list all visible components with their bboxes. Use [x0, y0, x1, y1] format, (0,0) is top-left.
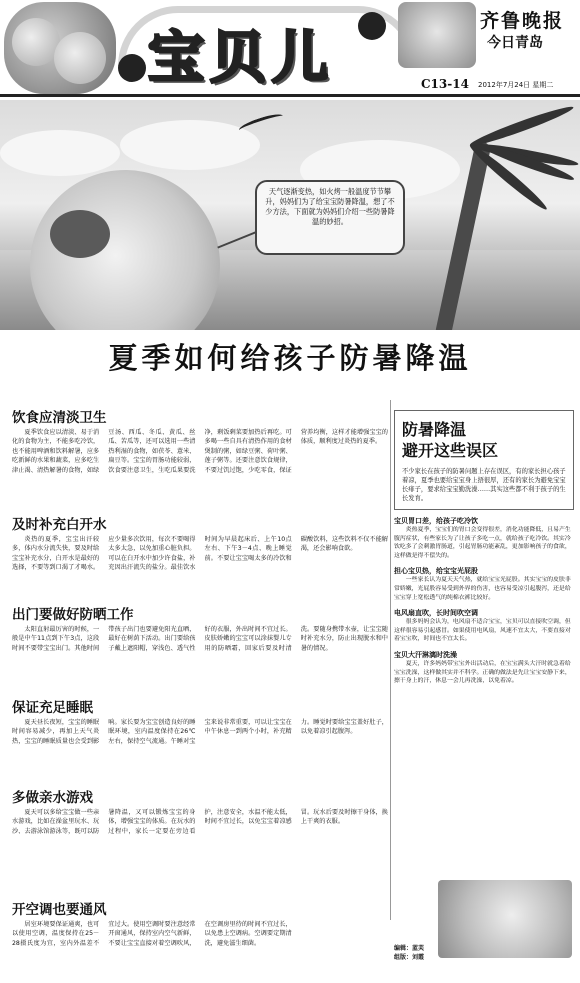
sidebar-item-heading: 担心宝贝热，给宝宝光屁股: [394, 567, 478, 576]
masthead-baby-photo-right: [398, 2, 476, 68]
page-number: C13-14: [421, 77, 469, 91]
section-heading-water-games: 多做亲水游戏: [12, 790, 93, 806]
newspaper-name: 齐鲁晚报: [480, 10, 565, 32]
masthead: [0, 0, 580, 98]
section-title: 宝贝儿: [148, 26, 334, 91]
section-heading-sleep: 保证充足睡眠: [12, 700, 93, 716]
section-heading-diet: 饮食应清淡卫生: [12, 410, 107, 426]
sidebar-item-heading: 宝贝大汗淋漓时洗澡: [394, 650, 457, 659]
credits: [394, 944, 438, 962]
intro-speech-bubble: 天气逐渐变热，如火烤一般温度节节攀升，妈妈们为了给宝宝防暑降温，想了不少方法，下面就为妈妈们介绍一些防暑降温的妙招。: [255, 180, 405, 255]
editor-credit: 编辑：蓝芙: [394, 945, 425, 952]
flower-decoration: [50, 210, 110, 258]
section-text-water: 炎热的夏季，宝宝出汗较多，体内水分流失快，要及时给宝宝补充水分，白开水是最好的选择，不要等到口渴了才喝水。应少量多次饮用，每次不要喝得太多太急，以免加重心脏负担。可以在白开水中加少许食盐，补充因出汗流失的盐分。最佳饮水时间为早晨起床后、上午10点左右、下午3－4点、晚上睡觉前。不要让宝宝喝太多的冷饮和碳酸饮料，这些饮料不仅不能解渴，还会影响食欲。: [12, 536, 388, 572]
section-text-diet: 夏季饮食应以清淡、易于消化的食物为主，不能多吃冷饮，也不能用啤酒和饮料解暑，应多吃新鲜的水果和蔬菜，应多吃生津止渴、清热解暑的食物，如绿豆汤、西瓜、冬瓜、黄瓜、丝瓜、苦瓜等，还可以选用一些清热利湿的食物，如茯苓、薏米、扁豆等。宝宝的胃肠功能较弱，饮食要注意卫生，生吃瓜果要洗净，剩饭剩菜要加热后再吃。可多喝一些自具有清热作用的食材煲制的粥，如绿豆粥、荷叶粥、莲子粥等。还要注意饮食规律，不要过饥过饱，少吃零食，保证营养均衡，这样才能增强宝宝的体质，顺利度过炎热的夏季。: [12, 429, 388, 474]
sidebar-title-box: [394, 410, 574, 510]
article-headline: 夏季如何给孩子防暑降温: [108, 341, 472, 375]
column-divider: [390, 400, 391, 920]
cartoon-mouse-icon: [358, 12, 386, 40]
cartoon-mouse-icon: [118, 54, 146, 82]
section-text-sleep: 夏天昼长夜短，宝宝的睡眠时间容易减少，再加上天气炎热，宝宝的睡眠质量也会受到影响。家长要为宝宝创造良好的睡眠环境，室内温度保持在26℃左右，保持空气流通。午睡对宝宝来说非常重要，可以让宝宝在中午休息一到两个小时，补充精力。睡觉时要给宝宝盖好肚子，以免着凉引起腹泻。: [12, 719, 388, 745]
seagull-icon: [238, 111, 285, 135]
section-heading-water: 及时补充白开水: [12, 517, 107, 533]
masthead-divider: [0, 94, 580, 97]
sidebar-title-line1: 防暑降温: [402, 420, 467, 439]
section-heading-aircon: 开空调也要通风: [12, 902, 107, 918]
sidebar-item-text: 炎热夏季，宝宝们的胃口会变得很差，消化功能降低，且易产生腹泻症状，有些家长为了让孩子多吃一点，就给孩子吃冷饮。其实冷饮吃多了会刺激胃肠道，引起胃肠功能紊乱，更加影响孩子的食欲，这样做是得不偿失的。: [394, 527, 571, 559]
palm-leaf: [468, 103, 575, 150]
article-body: [6, 396, 388, 983]
sidebar-item-text: 夏天，许多妈妈带宝宝外出活动后，在宝宝满头大汗时就急着给宝宝洗澡，这样做其实并不科学。正确的做法是先让宝宝安静下来，擦干身上的汗，休息一会儿再洗澡，以免着凉。: [394, 660, 571, 685]
sidebar-item-heading: 电风扇直吹，长时间吹空调: [394, 609, 478, 618]
sidebar-item-heading: 宝贝胃口差，给孩子吃冷饮: [394, 517, 478, 525]
section-heading-sun: 出门要做好防晒工作: [12, 607, 134, 623]
cloud: [0, 130, 120, 176]
sidebar-item-text: 很多妈妈会认为，电风扇不适合宝宝，宝贝可以直接吹空调，但这样很容易引起感冒。如果使用电风扇，风速不宜太大，不要直接对着宝宝吹，时间也不宜太长。: [394, 619, 571, 643]
sidebar-item-text: 一些家长认为夏天天气热，就给宝宝光屁股。其实宝宝的皮肤非常娇嫩，光屁股容易受到外界的伤害，也容易受凉引起腹泻，还是给宝宝穿上宽松透气的纯棉衣裤比较好。: [394, 577, 571, 601]
sidebar-title-line2: 避开这些误区: [402, 441, 499, 460]
section-text-aircon: 居室环境要保证通爽，也可以使用空调，温度保持在25－28摄氏度为宜，室内外温差不宜过大。使用空调时要注意经常开窗通风，保持室内空气新鲜，不要让宝宝直接对着空调吹风，在空调房里待的时间不宜过长，以免患上空调病。空调要定期清洗，避免滋生细菌。: [12, 921, 292, 947]
issue-date: 2012年7月24日 星期二: [478, 81, 554, 89]
section-text-water-games: 夏天可以多给宝宝做一些亲水游戏，比如在澡盆里玩水、玩沙、去游泳馆游泳等，既可以防暑降温，又可以锻炼宝宝的身体，增强宝宝的体质。在玩水的过程中，家长一定要在旁边看护，注意安全，水温不能太低，时间不宜过长，以免宝宝着凉感冒。玩水后要及时擦干身体，换上干爽的衣服。: [12, 809, 388, 835]
sidebar-intro: 不少家长在孩子的防暑问题上存在误区，有的家长担心孩子着凉，夏季也要给宝宝身上捂很厚，还有的家长为避免宝宝长痱子，要求给宝宝勤洗澡……其实这些都不利于孩子的生长发育。: [402, 468, 566, 502]
baby-photo-small: [438, 880, 572, 958]
edition-name: 今日青岛: [487, 35, 543, 51]
designer-credit: 组版：刘霞: [394, 954, 425, 961]
section-text-sun: 太阳直射最厉害的时候，一般是中午11点到下午3点，这段时间不要带宝宝出门。其他时间带孩子出门也要避免阳光直晒，最好在树荫下活动。出门要给孩子戴上遮阳帽，穿浅色、透气性好的衣服，外出时间不宜过长。皮肤娇嫩的宝宝可以涂抹婴儿专用的防晒霜，回家后要及时清洗。要随身携带水壶，让宝宝随时补充水分，防止出现脱水和中暑的情况。: [12, 626, 388, 652]
masthead-baby-photo: [4, 2, 116, 94]
